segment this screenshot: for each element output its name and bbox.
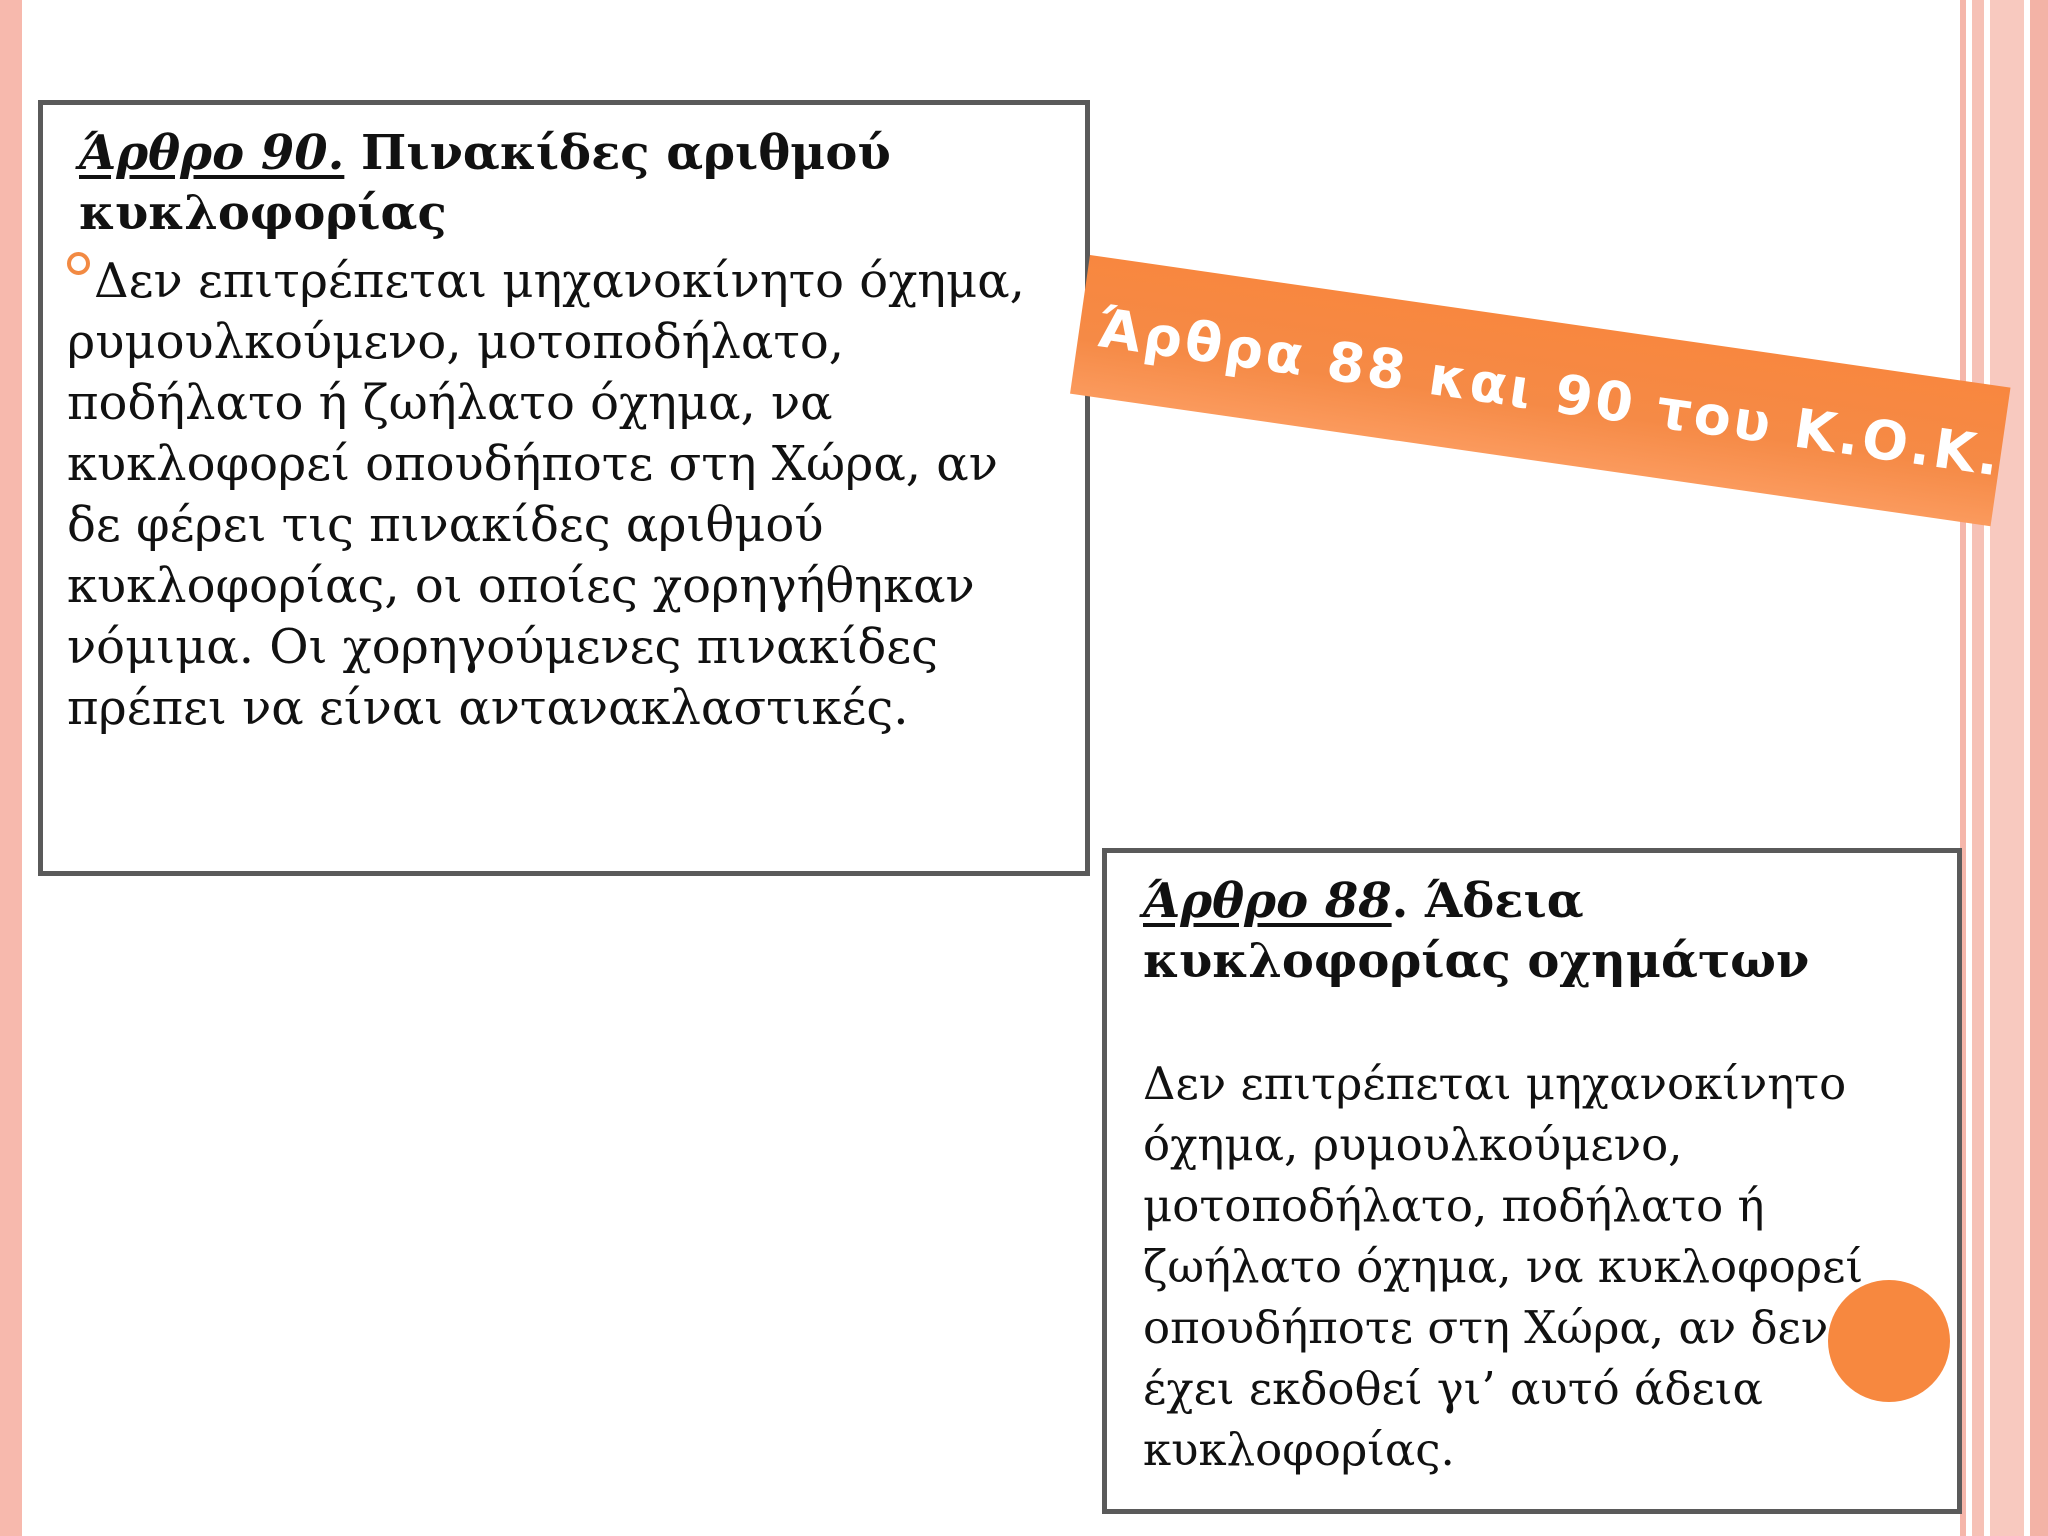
- article-88-number: Άρθρο 88: [1143, 873, 1392, 929]
- circle-bullet-icon: [67, 252, 90, 275]
- article-90-number: Άρθρο 90.: [79, 125, 345, 181]
- banner-title: Άρθρα 88 και 90 του Κ.Ο.Κ.: [1094, 295, 2007, 489]
- article-88-body: Δεν επιτρέπεται μηχανοκίνητο όχημα, ρυμουλκούμενο, μοτοποδήλατο, ποδήλατο ή ζωήλατο όχημα, να κυκλοφορεί οπουδήποτε στη Χώρα, αν δεν έχει εκδοθεί γι’ αυτό άδεια κυκλοφορίας.: [1143, 1057, 1864, 1476]
- title-banner: [1070, 255, 2010, 526]
- article-90-heading: [67, 123, 1065, 243]
- left-decorative-stripe: [0, 0, 22, 1536]
- right-decorative-stripe-3: [1990, 0, 2024, 1536]
- article-88-box: [1102, 848, 1962, 1514]
- article-90-body-paragraph: [67, 251, 1065, 739]
- article-90-box: [38, 100, 1090, 876]
- right-decorative-stripe-4: [2030, 0, 2048, 1536]
- right-decorative-stripe-2: [1972, 0, 1984, 1536]
- article-90-body: Δεν επιτρέπεται μηχανοκίνητο όχημα, ρυμουλκούμενο, μοτοποδήλατο, ποδήλατο ή ζωήλατο όχημα, να κυκλοφορεί οπουδήποτε στη Χώρα, αν δε φέρει τις πινακίδες αριθμού κυκλοφορίας, οι οποίες χορηγήθηκαν νόμιμα. Οι χορηγούμενες πινακίδες πρέπει να είναι αντανακλαστικές.: [67, 253, 1025, 736]
- article-88-title: . Άδεια κυκλοφορίας οχημάτων: [1143, 873, 1810, 989]
- article-90-title: Πινακίδες αριθμού κυκλοφορίας: [79, 125, 891, 241]
- article-88-heading: [1143, 871, 1933, 991]
- orange-circle-decoration: [1828, 1280, 1950, 1402]
